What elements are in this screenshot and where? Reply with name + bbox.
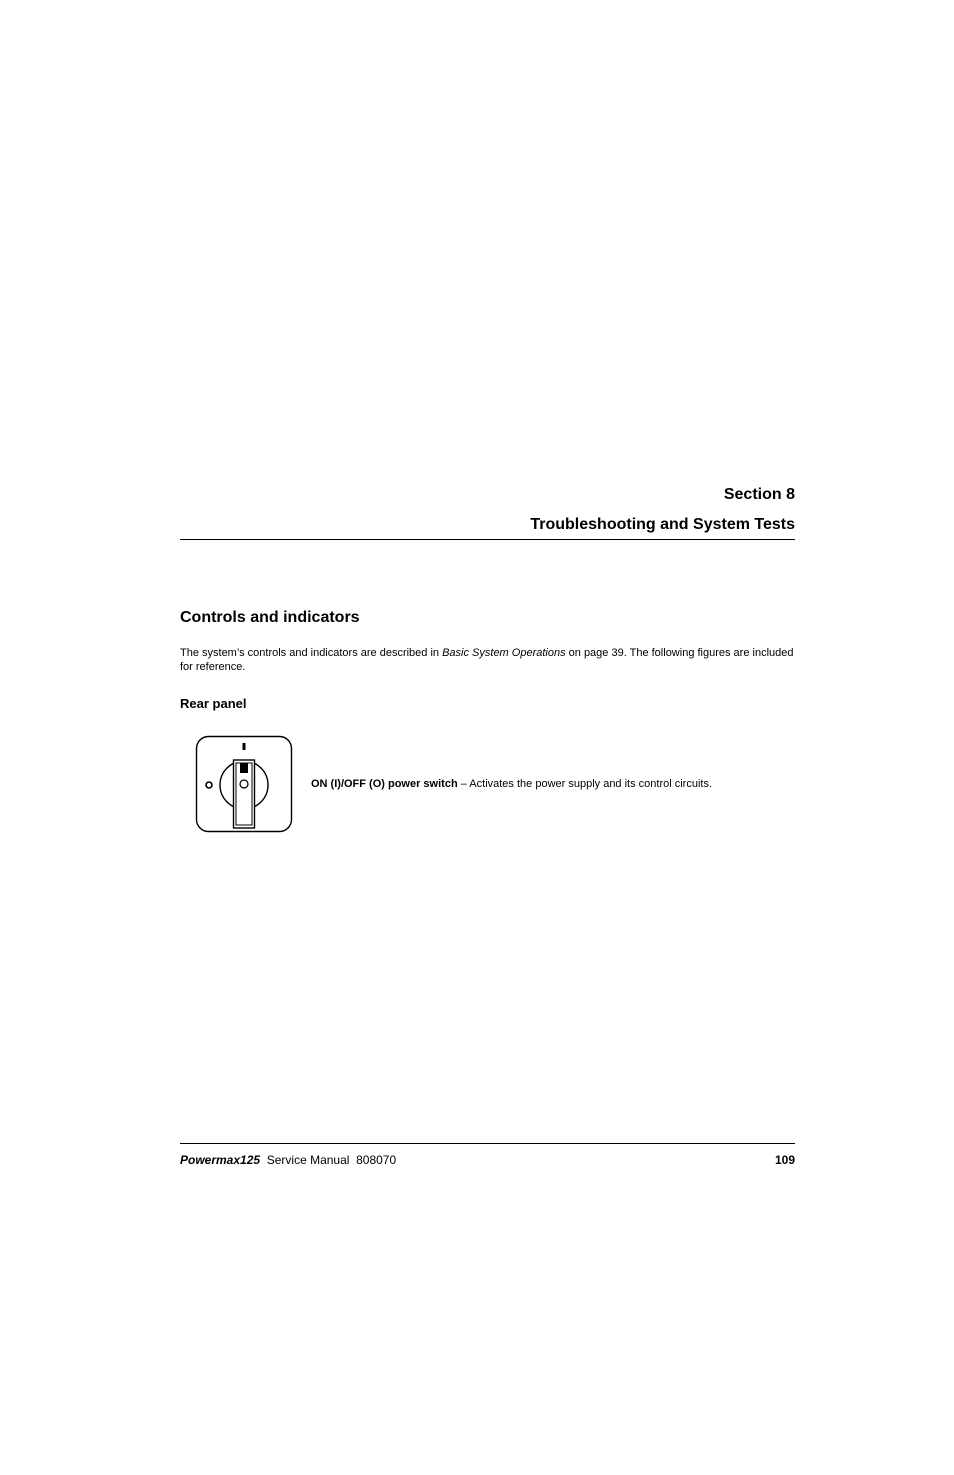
- power-switch-figure: [195, 735, 293, 833]
- document-name: Service Manual 808070: [266, 1153, 397, 1167]
- controls-heading: Controls and indicators: [180, 609, 360, 626]
- rotary-power-switch-icon: [195, 735, 293, 833]
- header-divider: [180, 539, 795, 540]
- rear-panel-heading: Rear panel: [180, 696, 247, 711]
- section-title: Troubleshooting and System Tests: [530, 516, 795, 533]
- product-name: Powermax125: [180, 1153, 261, 1167]
- intro-text-before: The system’s controls and indicators are described in: [180, 647, 443, 659]
- footer-document-info: [180, 1153, 396, 1167]
- intro-text-after: on page 39. The following figures are included for reference.: [180, 647, 794, 673]
- power-switch-label: ON (I)/OFF (O) power switch: [311, 778, 458, 790]
- footer-divider: [180, 1143, 795, 1144]
- intro-paragraph: [180, 646, 795, 674]
- power-switch-description: [311, 777, 712, 791]
- section-number: Section 8: [723, 486, 795, 503]
- basic-system-operations-reference: Basic System Operations: [442, 647, 566, 659]
- power-switch-text: – Activates the power supply and its control circuits.: [457, 778, 713, 790]
- page-number: 109: [774, 1153, 795, 1167]
